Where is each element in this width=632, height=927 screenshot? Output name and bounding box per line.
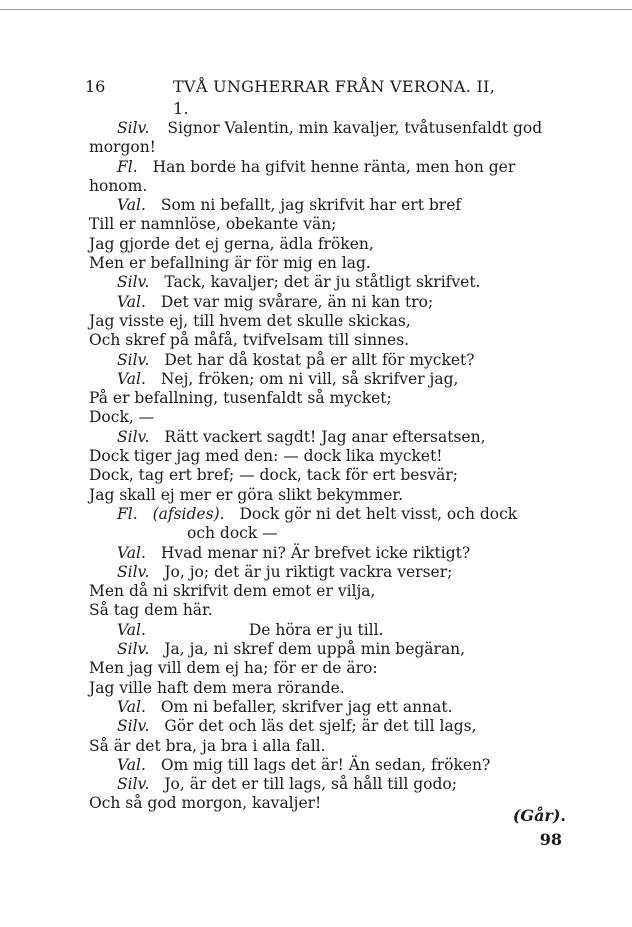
line-text: och dock — xyxy=(187,524,278,543)
line-text: Nej, fröken; om ni vill, så skrifver jag, xyxy=(160,369,459,388)
text-line xyxy=(89,717,567,736)
line-text: Hvad menar ni? Är brefvet icke riktigt? xyxy=(160,543,471,562)
text-line xyxy=(89,312,567,331)
text-line xyxy=(89,351,567,370)
text-line xyxy=(89,679,567,698)
line-text: Men då ni skrifvit dem emot er vilja, xyxy=(89,582,376,601)
speaker-name: Silv. xyxy=(117,350,150,369)
text-line xyxy=(89,659,567,678)
text-line xyxy=(89,370,567,389)
page-number: 16 xyxy=(85,77,106,96)
stage-direction: (afsides). xyxy=(152,504,225,523)
text-line xyxy=(89,158,567,177)
text-line xyxy=(89,428,567,447)
line-text: Han borde ha gifvit henne ränta, men hon ger xyxy=(152,157,516,176)
line-text: Det har då kostat på er allt för mycket? xyxy=(164,350,475,369)
speaker-name: Fl. xyxy=(117,504,138,523)
speaker-name: Val. xyxy=(117,369,146,388)
line-text: Dock, — xyxy=(89,408,155,427)
text-line xyxy=(89,254,567,273)
text-line xyxy=(89,196,567,215)
line-text: honom. xyxy=(89,176,148,195)
line-text: Men er befallning är för mig en lag. xyxy=(89,254,371,273)
line-text: Om ni befaller, skrifver jag ett annat. xyxy=(160,697,453,716)
text-line xyxy=(89,544,567,563)
line-text: Jag gjorde det ej gerna, ädla fröken, xyxy=(89,234,374,253)
speaker-name: Val. xyxy=(117,292,146,311)
line-text: Om mig till lags det är! Än sedan, fröken? xyxy=(160,755,491,774)
text-line xyxy=(89,466,567,485)
text-line xyxy=(89,794,567,813)
text-body xyxy=(89,119,567,814)
text-line xyxy=(89,737,567,756)
signature-mark: 98 xyxy=(539,830,562,849)
speaker-name: Val. xyxy=(117,697,146,716)
text-line xyxy=(89,177,567,196)
line-text: Ja, ja, ni skref dem uppå min begäran, xyxy=(164,640,466,659)
line-text: Och så god morgon, kavaljer! xyxy=(89,794,322,813)
text-line xyxy=(89,524,567,543)
line-text: Som ni befallt, jag skrifvit har ert bref xyxy=(160,196,462,215)
speaker-name: Silv. xyxy=(117,717,150,736)
line-text: Dock tiger jag med den: — dock lika mycket! xyxy=(89,447,443,466)
line-text: Jo, är det er till lags, så håll till godo; xyxy=(164,775,457,794)
text-line xyxy=(89,138,567,157)
text-line xyxy=(89,408,567,427)
text-line xyxy=(89,235,567,254)
line-text: Gör det och läs det sjelf; är det till lags, xyxy=(164,717,477,736)
speaker-name: Silv. xyxy=(117,427,150,446)
line-text: Jag visste ej, till hvem det skulle skickas, xyxy=(89,311,411,330)
top-rule xyxy=(0,9,632,10)
speaker-name: Silv. xyxy=(117,640,150,659)
speaker-name: Silv. xyxy=(117,775,150,794)
speaker-name: Val. xyxy=(117,620,146,639)
text-line xyxy=(89,293,567,312)
line-text: Rätt vackert sagdt! Jag anar eftersatsen, xyxy=(164,427,486,446)
text-line xyxy=(89,640,567,659)
running-title: TVÅ UNGHERRAR FRÅN VERONA. II, 1. xyxy=(173,77,496,118)
text-line xyxy=(89,775,567,794)
line-text: Signor Valentin, min kavaljer, tvåtusenfaldt god xyxy=(167,119,543,137)
line-text: morgon! xyxy=(89,138,156,157)
text-line xyxy=(89,698,567,717)
speaker-name: Val. xyxy=(117,196,146,215)
text-line xyxy=(89,331,567,350)
speaker-name: Val. xyxy=(117,543,146,562)
text-line xyxy=(89,389,567,408)
line-text: Tack, kavaljer; det är ju ståtligt skrifvet. xyxy=(164,273,481,292)
line-text: Men jag vill dem ej ha; för er de äro: xyxy=(89,659,378,678)
text-line xyxy=(89,273,567,292)
text-line xyxy=(89,215,567,234)
line-text: Jag ville haft dem mera rörande. xyxy=(89,678,345,697)
speaker-name: Val. xyxy=(117,755,146,774)
line-text: Dock, tag ert bref; — dock, tack för ert besvär; xyxy=(89,466,459,485)
text-line xyxy=(89,582,567,601)
text-line xyxy=(89,447,567,466)
line-text: Så är det bra, ja bra i alla fall. xyxy=(89,736,326,755)
speaker-name: Silv. xyxy=(117,273,150,292)
line-text: Till er namnlöse, obekante vän; xyxy=(89,215,337,234)
line-text: Dock gör ni det helt visst, och dock xyxy=(239,504,518,523)
line-text: Jag skall ej mer er göra slikt bekymmer. xyxy=(89,485,404,504)
text-line xyxy=(89,601,567,620)
text-line xyxy=(89,756,567,775)
text-line xyxy=(89,621,567,640)
line-text: Så tag dem här. xyxy=(89,601,213,620)
line-text: Och skref på måfå, tvifvelsam till sinnes. xyxy=(89,331,410,350)
text-line xyxy=(89,486,567,505)
line-text: De höra er ju till. xyxy=(248,620,384,639)
line-text: Jo, jo; det är ju riktigt vackra verser; xyxy=(164,562,453,581)
speaker-name: Fl. xyxy=(117,157,138,176)
line-text: På er befallning, tusenfaldt så mycket; xyxy=(89,389,392,408)
text-line xyxy=(89,505,567,524)
text-line xyxy=(89,119,567,138)
speaker-name: Silv. xyxy=(117,119,150,137)
exit-stage-direction: (Går). xyxy=(512,806,566,825)
text-line xyxy=(89,563,567,582)
line-text: Det var mig svårare, än ni kan tro; xyxy=(160,292,434,311)
speaker-name: Silv. xyxy=(117,562,150,581)
